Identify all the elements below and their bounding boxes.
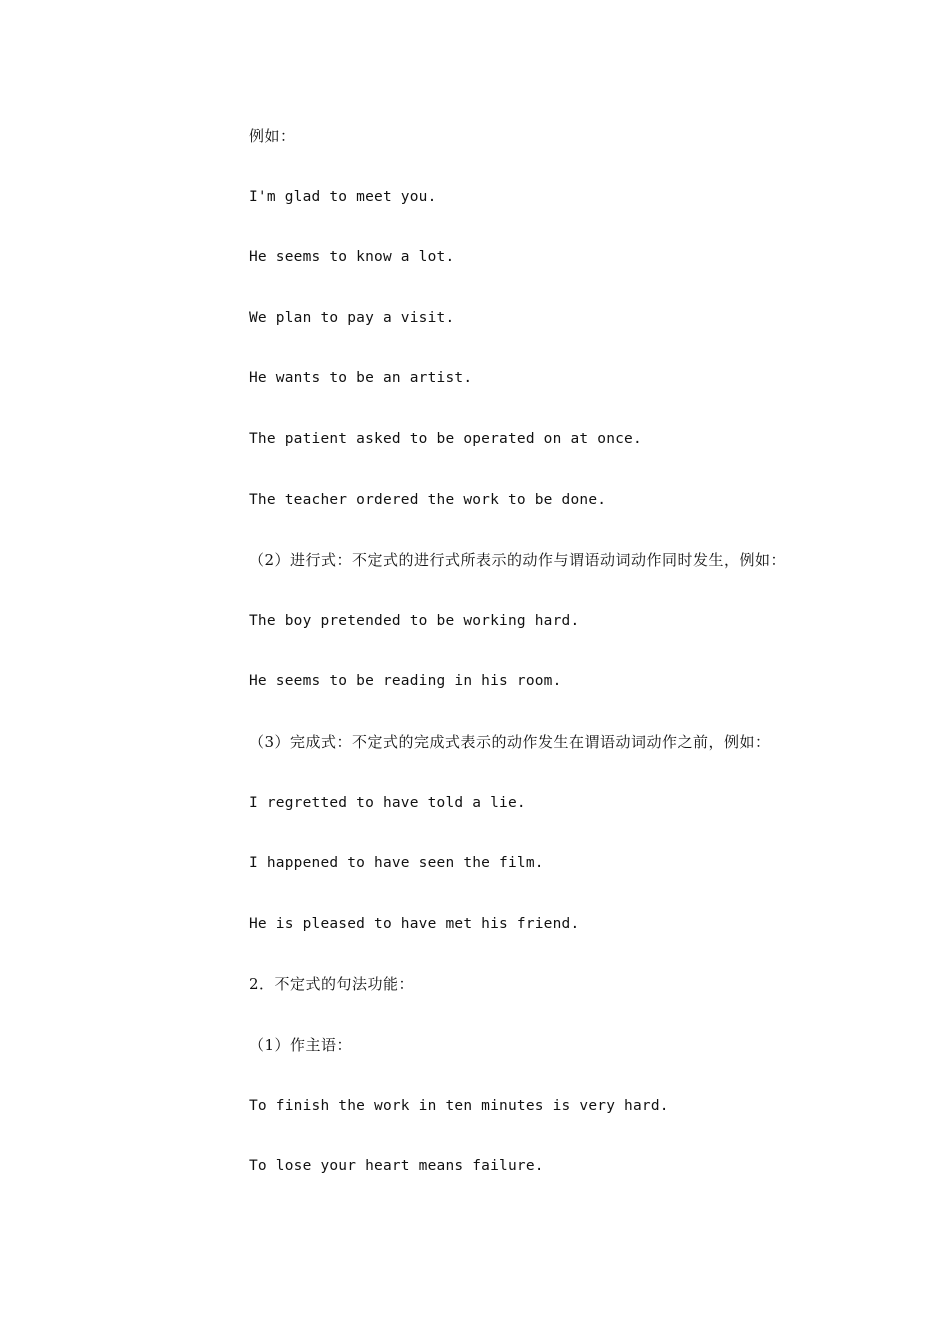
example-sentence: I happened to have seen the film. [249, 855, 544, 872]
intro-example-label: 例如： [249, 127, 296, 145]
example-sentence: To lose your heart means failure. [249, 1158, 544, 1175]
example-sentence: He is pleased to have met his friend. [249, 915, 580, 932]
example-sentence: I regretted to have told a lie. [249, 794, 526, 811]
document-body [249, 126, 889, 1217]
example-sentence: To finish the work in ten minutes is very hard. [249, 1097, 669, 1114]
example-sentence: The patient asked to be operated on at once. [249, 430, 642, 447]
section-heading-perfect: （3）完成式：不定式的完成式表示的动作发生在谓语动词动作之前，例如： [249, 732, 771, 751]
example-sentence: The boy pretended to be working hard. [249, 612, 580, 629]
section-heading-progressive: （2）进行式：不定式的进行式所表示的动作与谓语动词动作同时发生，例如： [249, 551, 787, 570]
example-sentence: He wants to be an artist. [249, 370, 473, 387]
example-sentence: He seems to know a lot. [249, 249, 455, 266]
example-sentence: We plan to pay a visit. [249, 309, 455, 326]
example-sentence: The teacher ordered the work to be done. [249, 491, 607, 508]
example-sentence: He seems to be reading in his room. [249, 673, 562, 690]
section-heading-syntax: 2．不定式的句法功能： [249, 975, 415, 994]
example-sentence: I'm glad to meet you. [249, 188, 437, 205]
subsection-heading-subject: （1）作主语： [249, 1035, 353, 1054]
